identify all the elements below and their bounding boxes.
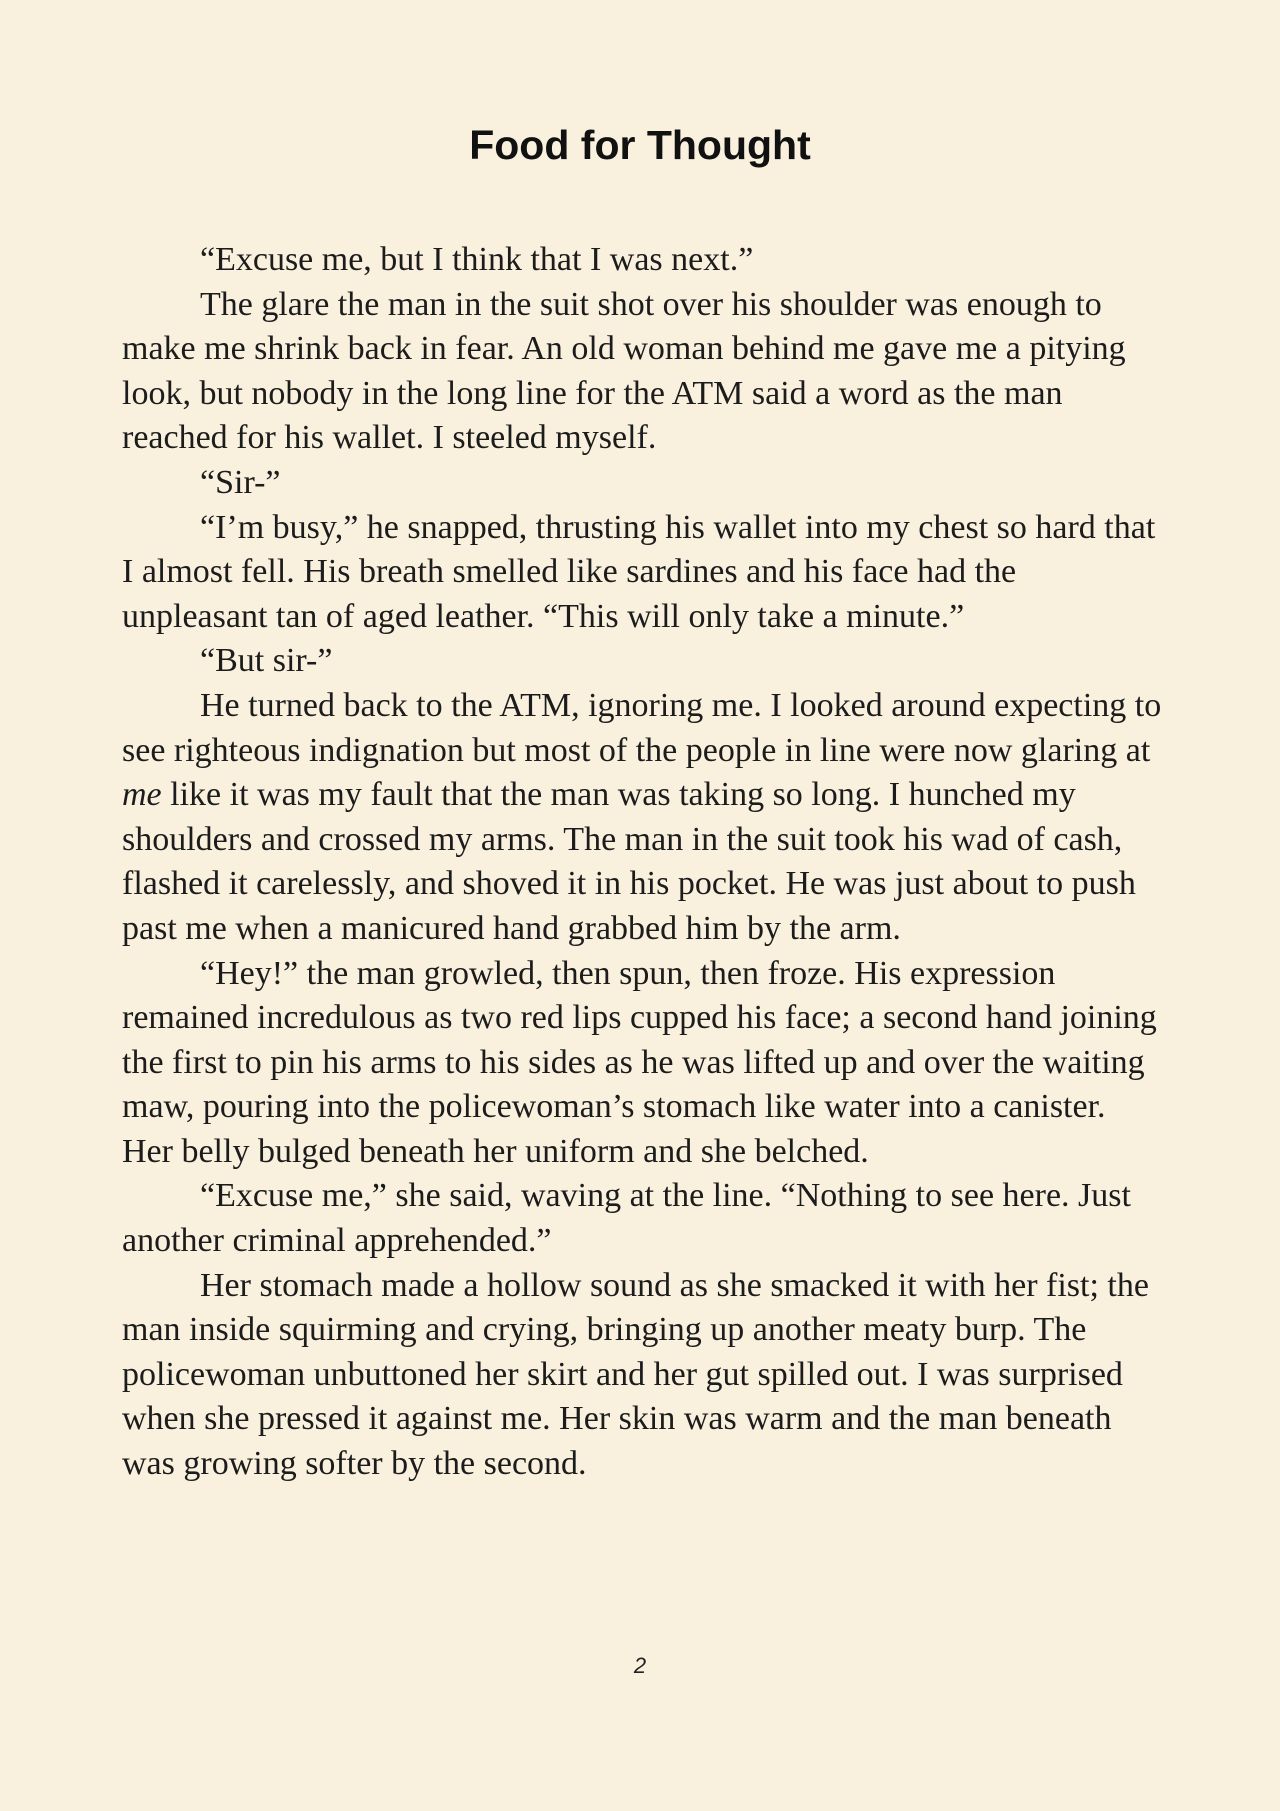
paragraph: “Hey!” the man growled, then spun, then froze. His expression remained incredulous as two red lips cupped his face; a second hand joining the first to pin his arms to his sides as he was lifted up and over the waiting maw, pouring into the policewoman’s stomach like water into a canister. Her belly bulged beneath her uniform and she belched. xyxy=(122,954,1157,1170)
paragraph: “Excuse me,” she said, waving at the line. “Nothing to see here. Just another criminal apprehended.” xyxy=(122,1177,1131,1260)
paragraph: “But sir-” xyxy=(200,642,333,680)
story-body xyxy=(122,238,1162,1487)
paragraph-text: like it was my fault that the man was taking so long. I hunched my shoulders and crossed my arms. The man in the suit took his wad of cash, flashed it carelessly, and shoved it in his pocket. He was just about to push past me when a manicured hand grabbed him by the arm. xyxy=(122,776,1136,947)
paragraph-text: He turned back to the ATM, ignoring me. I looked around expecting to see righteous indignation but most of the people in line were now glaring at xyxy=(122,686,1162,769)
page-title: Food for Thought xyxy=(469,122,811,168)
emphasized-word: me xyxy=(122,776,162,814)
paragraph: “Sir-” xyxy=(200,463,281,501)
paragraph: “I’m busy,” he snapped, thrusting his wallet into my chest so hard that I almost fell. His breath smelled like sardines and his face had the unpleasant tan of aged leather. “This will only take a minute.” xyxy=(122,508,1156,635)
paragraph: “Excuse me, but I think that I was next.” xyxy=(200,241,754,278)
paragraph: The glare the man in the suit shot over his shoulder was enough to make me shrink back in fear. An old woman behind me gave me a pitying look, but nobody in the long line for the ATM said a word as the man reached for his wallet. I steeled myself. xyxy=(122,285,1126,457)
paragraph: Her stomach made a hollow sound as she smacked it with her fist; the man inside squirming and crying, bringing up another meaty burp. The policewoman unbuttoned her skirt and her gut spilled out. I was surprised when she pressed it against me. Her skin was warm and the man beneath was growing softer by the second. xyxy=(122,1266,1149,1483)
paragraph xyxy=(122,684,1162,952)
page-number: 2 xyxy=(633,1653,647,1678)
